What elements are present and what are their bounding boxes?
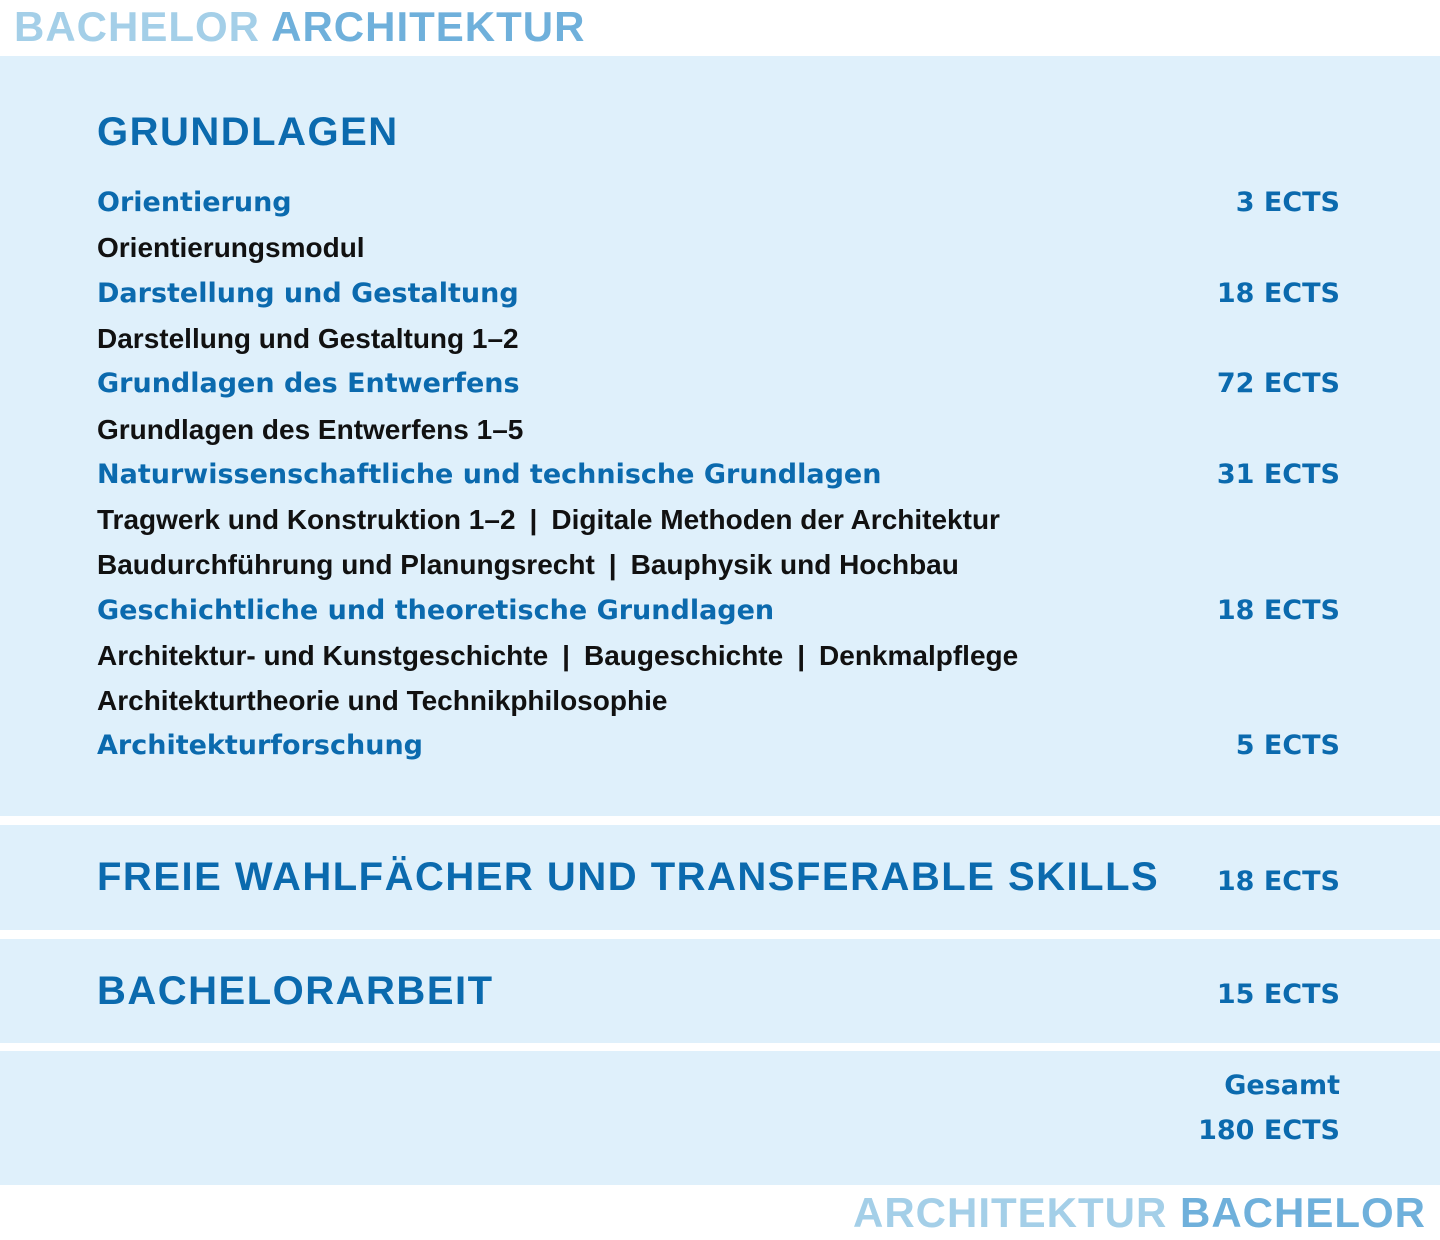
category-row-geschichtlich bbox=[97, 593, 1340, 629]
category-ects: 72 ECTS bbox=[1216, 368, 1340, 399]
separator: | bbox=[797, 640, 806, 671]
wahlfaecher-ects-row bbox=[97, 864, 1340, 900]
bachelorarbeit-panel bbox=[0, 939, 1440, 1043]
separator: | bbox=[608, 549, 617, 580]
module-line bbox=[97, 547, 1340, 583]
total-label-row bbox=[97, 1068, 1340, 1104]
category-ects: 31 ECTS bbox=[1216, 459, 1340, 490]
category-row-naturwissenschaftlich bbox=[97, 457, 1340, 493]
page-header bbox=[14, 4, 585, 50]
module-line bbox=[97, 230, 1340, 266]
header-word-architektur: ARCHITEKTUR bbox=[271, 3, 586, 50]
module-line bbox=[97, 412, 1340, 448]
module-item: Orientierungsmodul bbox=[97, 232, 365, 263]
bachelorarbeit-ects: 15 ECTS bbox=[1216, 979, 1340, 1010]
category-name: Geschichtliche und theoretische Grundlagen bbox=[97, 595, 775, 626]
category-row-architekturforschung bbox=[97, 728, 1340, 764]
grundlagen-title: GRUNDLAGEN bbox=[97, 110, 399, 154]
module-item: Baugeschichte bbox=[584, 640, 784, 671]
footer-word-architektur: ARCHITEKTUR bbox=[853, 1189, 1168, 1236]
separator: | bbox=[529, 504, 538, 535]
module-item: Denkmalpflege bbox=[819, 640, 1019, 671]
module-item: Architekturtheorie und Technikphilosophie bbox=[97, 685, 668, 716]
category-name: Architekturforschung bbox=[97, 730, 423, 761]
page-footer bbox=[853, 1190, 1426, 1236]
bachelorarbeit-title: BACHELORARBEIT bbox=[97, 969, 494, 1013]
total-ects: 180 ECTS bbox=[1198, 1115, 1340, 1146]
category-name: Grundlagen des Entwerfens bbox=[97, 368, 520, 399]
category-name: Naturwissenschaftliche und technische Grundlagen bbox=[97, 459, 882, 490]
module-line bbox=[97, 683, 1340, 719]
wahlfaecher-ects: 18 ECTS bbox=[1216, 866, 1340, 897]
category-name: Orientierung bbox=[97, 187, 292, 218]
bachelorarbeit-ects-row bbox=[97, 977, 1340, 1013]
header-word-bachelor: BACHELOR bbox=[14, 3, 260, 50]
module-item: Grundlagen des Entwerfens 1–5 bbox=[97, 414, 524, 445]
separator: | bbox=[562, 640, 571, 671]
module-item: Darstellung und Gestaltung 1–2 bbox=[97, 323, 519, 354]
footer-word-bachelor: BACHELOR bbox=[1180, 1189, 1426, 1236]
total-panel bbox=[0, 1051, 1440, 1185]
category-ects: 3 ECTS bbox=[1235, 187, 1340, 218]
module-item: Digitale Methoden der Architektur bbox=[551, 504, 1000, 535]
category-ects: 5 ECTS bbox=[1235, 730, 1340, 761]
module-item: Architektur- und Kunstgeschichte bbox=[97, 640, 549, 671]
category-row-darstellung bbox=[97, 276, 1340, 312]
category-name: Darstellung und Gestaltung bbox=[97, 278, 519, 309]
wahlfaecher-title: FREIE WAHLFÄCHER UND TRANSFERABLE SKILLS bbox=[97, 855, 1160, 899]
module-item: Tragwerk und Konstruktion 1–2 bbox=[97, 504, 516, 535]
category-row-orientierung bbox=[97, 185, 1340, 221]
module-line bbox=[97, 502, 1340, 538]
category-row-entwerfen bbox=[97, 366, 1340, 402]
grundlagen-panel bbox=[0, 56, 1440, 816]
module-line bbox=[97, 638, 1340, 674]
module-line bbox=[97, 321, 1340, 357]
module-item: Baudurchführung und Planungsrecht bbox=[97, 549, 595, 580]
wahlfaecher-panel bbox=[0, 825, 1440, 930]
total-ects-row bbox=[97, 1113, 1340, 1149]
category-ects: 18 ECTS bbox=[1216, 278, 1340, 309]
category-ects: 18 ECTS bbox=[1216, 595, 1340, 626]
total-label: Gesamt bbox=[1224, 1070, 1340, 1101]
module-item: Bauphysik und Hochbau bbox=[630, 549, 959, 580]
